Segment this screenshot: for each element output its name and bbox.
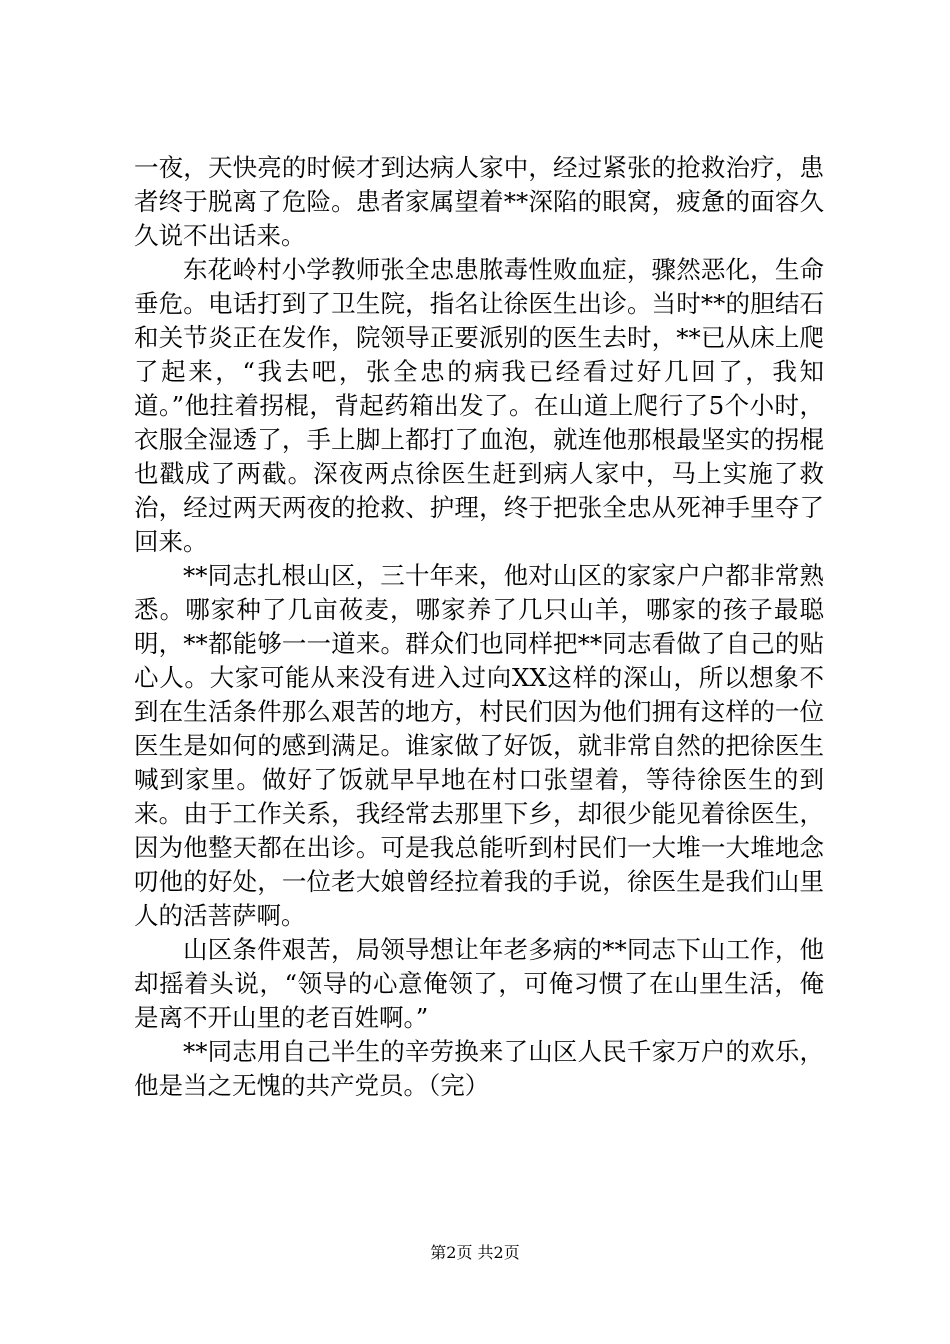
paragraph-continuation: 一夜，天快亮的时候才到达病人家中，经过紧张的抢救治疗，患者终于脱离了危险。患者家属望着**深陷的眼窝，疲惫的面容久久说不出话来。 — [134, 153, 824, 250]
paragraph-mountain-village: **同志扎根山区，三十年来，他对山区的家家户户都非常熟悉。哪家种了几亩莜麦，哪家养了几只山羊，哪家的孩子最聪明，**都能够一一道来。群众们也同样把**同志看做了自己的贴心人。大家可能从来没有进入过向XX这样的深山，所以想象不到在生活条件那么艰苦的地方，村民们因为他们拥有这样的一位医生是如何的感到满足。谁家做了好饭，就非常自然的把徐医生喊到家里。做好了饭就早早地在村口张望着，等待徐医生的到来。由于工作关系，我经常去那里下乡，却很少能见着徐医生，因为他整天都在出诊。可是我总能听到村民们一大堆一大堆地念叨他的好处，一位老大娘曾经拉着我的手说，徐医生是我们山里人的活菩萨啊。 — [134, 561, 824, 930]
document-body — [134, 151, 824, 1103]
paragraph-refuse-transfer: 山区条件艰苦，局领导想让年老多病的**同志下山工作，他却摇着头说，“领导的心意俺领了，可俺习惯了在山里生活，俺是离不开山里的老百姓啊。” — [134, 935, 824, 1032]
paragraph-conclusion: **同志用自己半生的辛劳换来了山区人民千家万户的欢乐，他是当之无愧的共产党员。（完） — [134, 1037, 824, 1100]
paragraph-zhang-quanzhong: 东花岭村小学教师张全忠患脓毒性败血症，骤然恶化，生命垂危。电话打到了卫生院，指名让徐医生出诊。当时**的胆结石和关节炎正在发作，院领导正要派别的医生去时，**已从床上爬了起来，“我去吧，张全忠的病我已经看过好几回了，我知道。”他拄着拐棍，背起药箱出发了。在山道上爬行了5个小时，衣服全湿透了，手上脚上都打了血泡，就连他那根最坚实的拐棍也戳成了两截。深夜两点徐医生赶到病人家中，马上实施了救治，经过两天两夜的抢救、护理，终于把张全忠从死神手里夺了回来。 — [134, 255, 824, 556]
page-number-footer: 第2页 共2页 — [430, 1243, 520, 1262]
